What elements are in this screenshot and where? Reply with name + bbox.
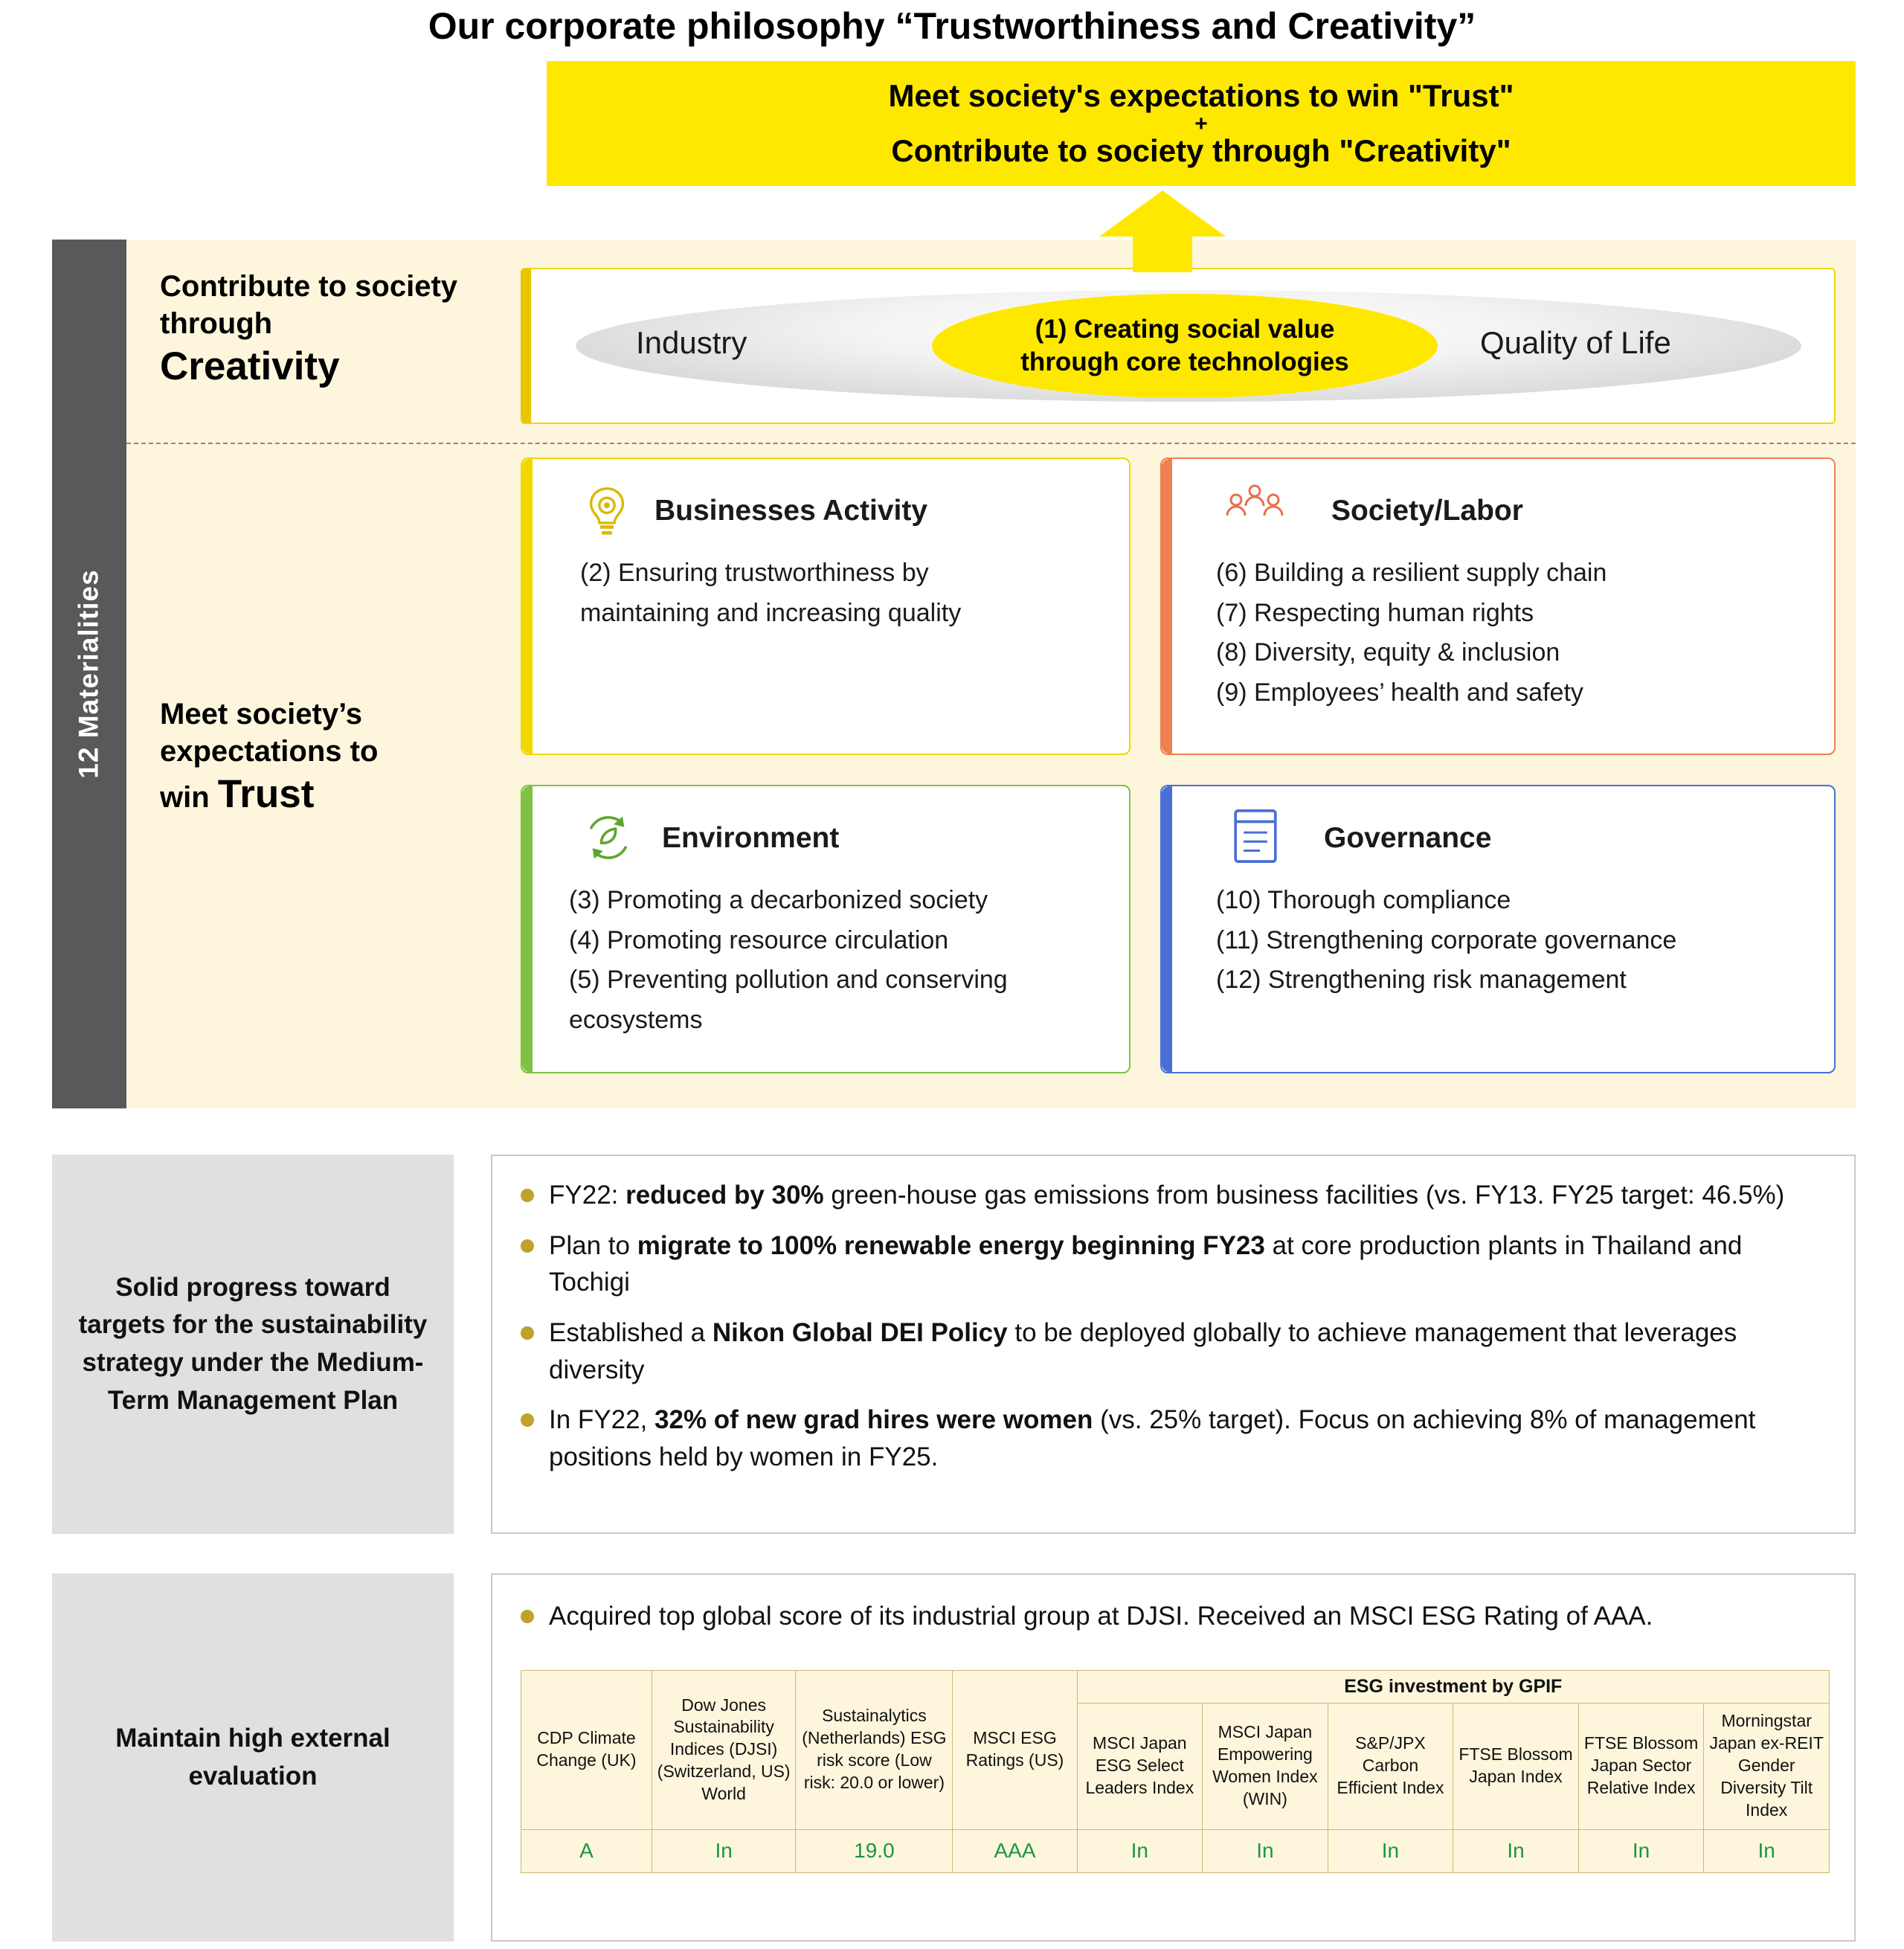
people-group-icon [1223, 482, 1286, 534]
trust-label-win: win [160, 781, 210, 814]
card-list-governance [1216, 882, 1826, 1001]
external-evaluation-table [521, 1670, 1830, 1873]
list-item [521, 1598, 1830, 1635]
creating-social-value-ellipse [932, 294, 1438, 398]
list-item: (10) Thorough compliance [1216, 886, 1511, 914]
lightbulb-gear-icon [580, 484, 634, 537]
list-item: (7) Respecting human rights [1216, 598, 1534, 627]
list-item [521, 1177, 1830, 1214]
book-icon [1231, 807, 1280, 865]
table-cell-value: 19.0 [796, 1829, 953, 1872]
card-title-businesses-activity: Businesses Activity [654, 495, 928, 527]
banner-plus-sign: + [1194, 111, 1208, 136]
table-header-sustainalytics: Sustainalytics (Netherlands) ESG risk score (Low risk: 20.0 or lower) [796, 1671, 953, 1830]
card-accent-bar [522, 786, 533, 1072]
bullet-dot-icon [521, 1189, 534, 1202]
table-header-ftse-blossom-japan: FTSE Blossom Japan Index [1453, 1703, 1579, 1829]
table-cell-value: A [521, 1829, 652, 1872]
list-item: maintaining and increasing quality [580, 598, 962, 627]
creativity-label-big: Creativity [160, 344, 340, 388]
list-item: (8) Diversity, equity & inclusion [1216, 638, 1560, 667]
list-item: (4) Promoting resource circulation [569, 925, 949, 954]
bullet-text: Plan to migrate to 100% renewable energy beginning FY23 at core production plants in Thailand and Tochigi [549, 1230, 1743, 1297]
table-cell-value: In [1328, 1829, 1453, 1872]
page-title: Our corporate philosophy “Trustworthiness and Creativity” [428, 5, 1476, 47]
list-item [521, 1401, 1830, 1475]
evaluation-section-label: Maintain high external evaluation [52, 1573, 454, 1942]
list-item: (5) Preventing pollution and conserving [569, 966, 1008, 995]
oval-label-quality-of-life: Quality of Life [1480, 325, 1671, 360]
table-cell-value: In [1704, 1829, 1830, 1872]
list-item: (9) Employees’ health and safety [1216, 678, 1583, 707]
table-cell-value: In [1077, 1829, 1203, 1872]
leaf-recycle-icon [580, 809, 637, 866]
materialities-label: 12 Materialities [74, 569, 104, 779]
card-accent-bar [1162, 786, 1172, 1072]
evaluation-bullet-list [521, 1598, 1830, 1648]
bullet-text: Acquired top global score of its industrial group at DJSI. Received an MSCI ESG Rating of AAA. [549, 1602, 1653, 1631]
card-list-businesses-activity [580, 554, 1116, 634]
list-item: (12) Strengthening risk management [1216, 966, 1627, 995]
card-list-environment [569, 882, 1119, 1041]
card-accent-bar [1162, 459, 1172, 754]
table-header-cdp: CDP Climate Change (UK) [521, 1671, 652, 1830]
table-cell-value: In [652, 1829, 795, 1872]
bullet-text: In FY22, 32% of new grad hires were women (vs. 25% target). Focus on achieving 8% of management positions held by women in FY25. [549, 1405, 1756, 1472]
card-accent-bar [522, 459, 533, 754]
table-header-morningstar-gender: Morningstar Japan ex-REIT Gender Diversity Tilt Index [1704, 1703, 1830, 1829]
table-cell-value: In [1453, 1829, 1579, 1872]
trust-section-label [160, 696, 495, 819]
bullet-dot-icon [521, 1413, 534, 1427]
table-row [521, 1829, 1830, 1872]
table-header-gpif-group: ESG investment by GPIF [1077, 1671, 1829, 1704]
creativity-section-label [160, 268, 495, 391]
trust-label-small: Meet society’s expectations to [160, 698, 379, 768]
table-header-msci-select-leaders: MSCI Japan ESG Select Leaders Index [1077, 1703, 1203, 1829]
section-divider [126, 443, 1856, 444]
materialities-sidebar [52, 240, 126, 1108]
creativity-label-small: Contribute to society through [160, 270, 458, 340]
list-item: (6) Building a resilient supply chain [1216, 559, 1607, 587]
list-item: (11) Strengthening corporate governance [1216, 925, 1677, 954]
list-item: ecosystems [569, 1006, 703, 1035]
table-header-msci-win: MSCI Japan Empowering Women Index (WIN) [1203, 1703, 1328, 1829]
table-header-ftse-sector-relative: FTSE Blossom Japan Sector Relative Index [1578, 1703, 1704, 1829]
trust-label-big: Trust [217, 772, 315, 816]
oval-label-industry: Industry [636, 325, 747, 360]
table-cell-value: AAA [953, 1829, 1077, 1872]
bullet-dot-icon [521, 1326, 534, 1340]
card-title-society-labor: Society/Labor [1331, 495, 1523, 527]
philosophy-banner [547, 61, 1856, 186]
table-header-msci-esg: MSCI ESG Ratings (US) [953, 1671, 1077, 1830]
progress-section-label: Solid progress toward targets for the sustainability strategy under the Medium-Term Management Plan [52, 1155, 454, 1534]
table-cell-value: In [1578, 1829, 1704, 1872]
banner-line-trust: Meet society's expectations to win "Trust" [888, 78, 1514, 114]
bullet-text: Established a Nikon Global DEI Policy to be deployed globally to achieve management that leverages diversity [549, 1318, 1737, 1384]
social-value-line1: (1) Creating social value [1035, 315, 1335, 344]
social-value-line2: through core technologies [1020, 347, 1349, 376]
bullet-dot-icon [521, 1239, 534, 1253]
table-header-sp-jpx-carbon: S&P/JPX Carbon Efficient Index [1328, 1703, 1453, 1829]
bullet-text: FY22: reduced by 30% green-house gas emissions from business facilities (vs. FY13. FY25 target: 46.5%) [549, 1181, 1785, 1210]
card-title-governance: Governance [1324, 822, 1492, 854]
table-cell-value: In [1203, 1829, 1328, 1872]
card-title-environment: Environment [662, 822, 840, 854]
card-list-society-labor [1216, 554, 1826, 714]
list-item [521, 1227, 1830, 1301]
progress-bullet-list [521, 1177, 1830, 1489]
banner-line-creativity: Contribute to society through "Creativity" [891, 132, 1511, 168]
list-item: (2) Ensuring trustworthiness by [580, 559, 929, 587]
table-header-djsi: Dow Jones Sustainability Indices (DJSI) (Switzerland, US) World [652, 1671, 795, 1830]
list-item [521, 1314, 1830, 1388]
up-arrow-icon [1099, 190, 1226, 272]
bullet-dot-icon [521, 1610, 534, 1623]
list-item: (3) Promoting a decarbonized society [569, 886, 988, 914]
